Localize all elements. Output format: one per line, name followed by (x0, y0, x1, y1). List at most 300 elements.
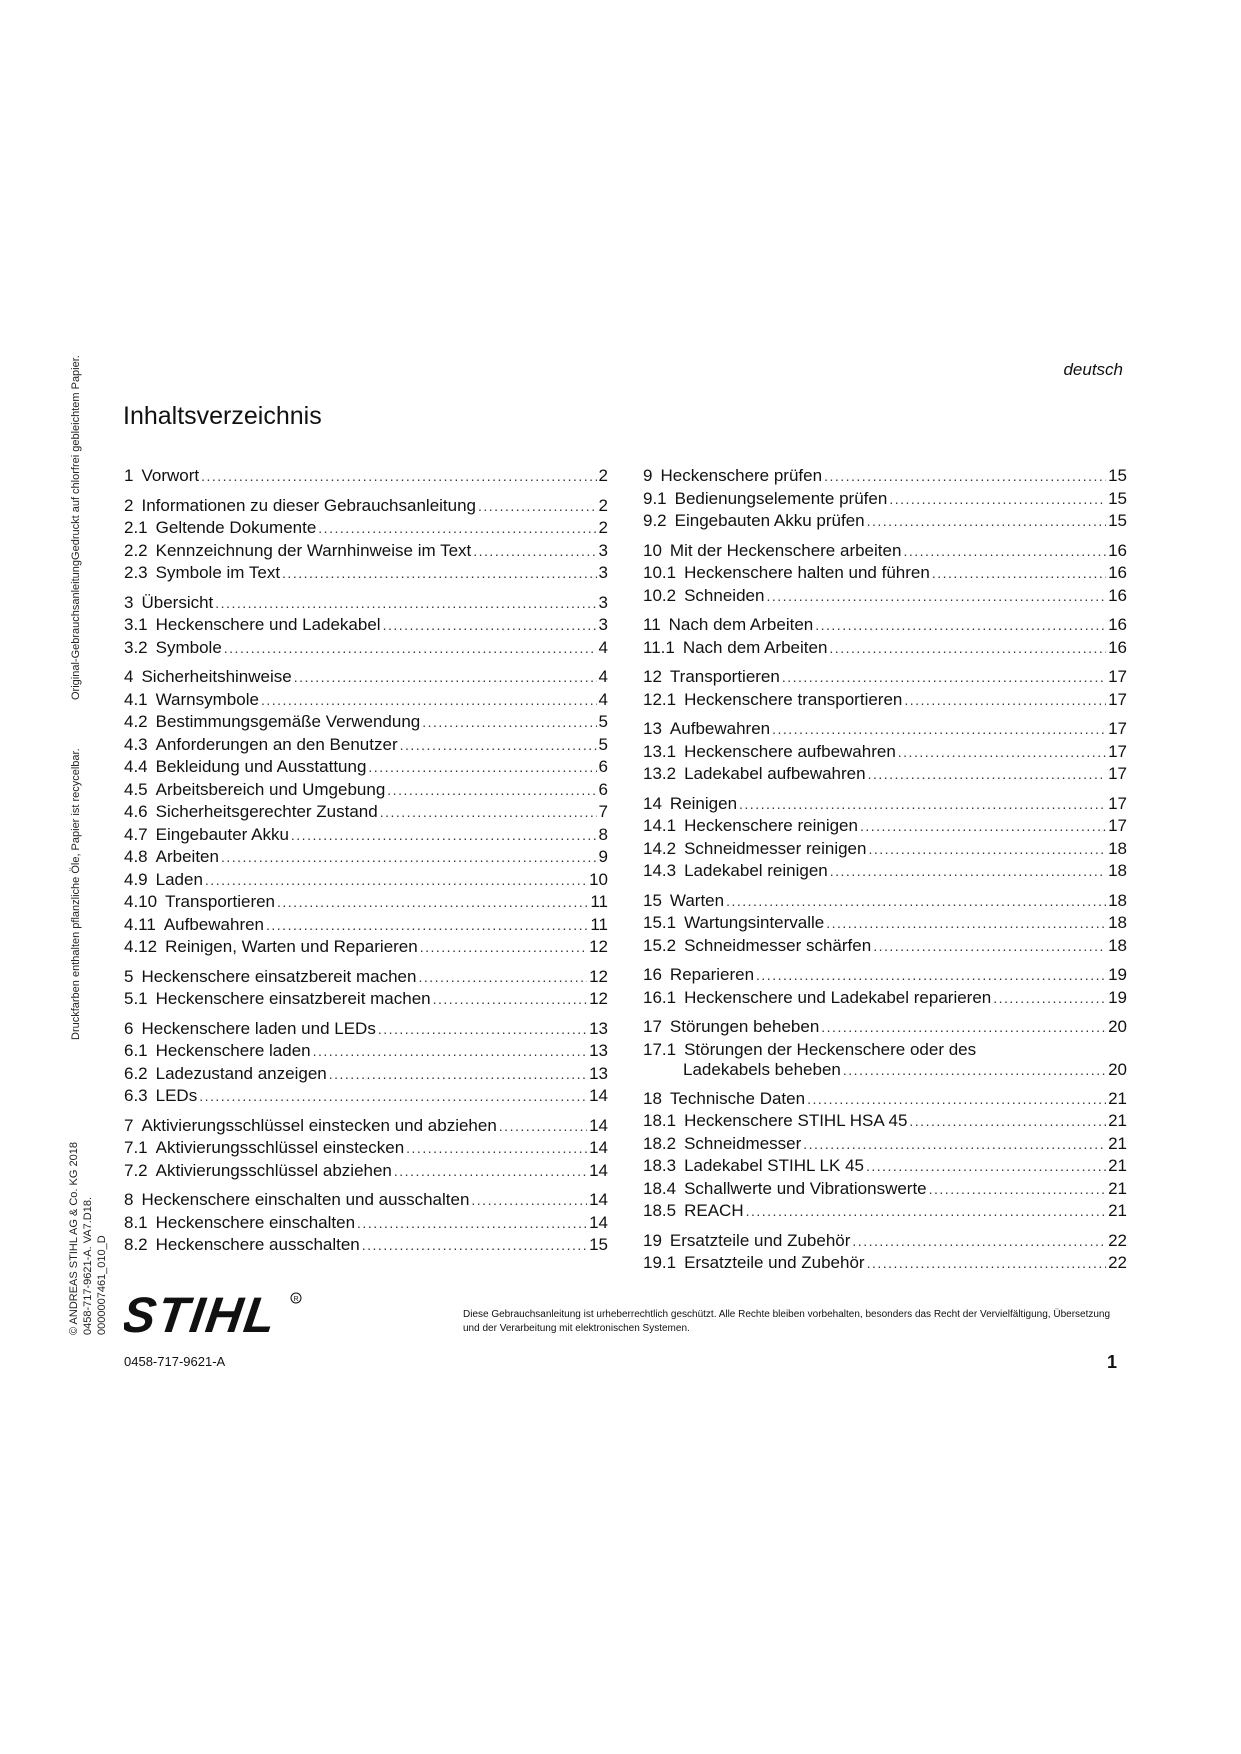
toc-entry-title: Schneidmesser (684, 1133, 802, 1153)
side-text-copyright: © ANDREAS STIHL AG & Co. KG 2018 (68, 1142, 80, 1335)
toc-entry-number: 7.1 (124, 1138, 148, 1157)
toc-entry-page: 12 (589, 989, 608, 1008)
toc-leader-dots (199, 1088, 587, 1104)
toc-entry-page: 4 (598, 637, 608, 657)
toc-entry-title: Schneidmesser reinigen (684, 838, 867, 858)
toc-entry-page: 19 (1108, 987, 1127, 1007)
toc-entry-title: Arbeitsbereich und Umgebung (155, 779, 386, 799)
toc-entry-title: Schneiden (684, 585, 765, 605)
toc-leader-dots (867, 513, 1106, 529)
toc-leader-dots (772, 721, 1106, 737)
toc-entry-page: 16 (1108, 563, 1127, 582)
toc-leader-dots (368, 759, 596, 775)
toc-entry-number: 4.10 (124, 892, 158, 911)
toc-entry[interactable] (643, 816, 1127, 839)
toc-section (643, 1089, 1127, 1224)
toc-entry-page: 13 (589, 1041, 608, 1060)
toc-entry-title: Wartungsintervalle (684, 913, 825, 932)
toc-entry-number: 17 (643, 1017, 662, 1036)
toc-entry-page: 17 (1108, 667, 1127, 686)
toc-entry[interactable] (643, 1156, 1127, 1179)
toc-entry-number: 2.1 (124, 518, 148, 537)
toc-leader-dots (378, 1021, 587, 1037)
toc-entry-number: 7 (124, 1115, 134, 1135)
toc-entry-number: 7.2 (124, 1160, 148, 1180)
toc-entry[interactable] (643, 586, 1127, 609)
toc-leader-dots (904, 692, 1106, 708)
toc-entry-page: 17 (1108, 689, 1127, 709)
toc-entry-page: 17 (1108, 719, 1127, 738)
toc-entry-title: Ersatzteile und Zubehör (684, 1253, 865, 1272)
toc-entry-page: 17 (1108, 764, 1127, 783)
toc-entry-page: 3 (598, 592, 608, 612)
toc-leader-dots (318, 520, 596, 536)
toc-entry-title: Heckenschere einsatzbereit machen (141, 966, 417, 986)
toc-entry[interactable] (643, 1017, 1127, 1040)
toc-entry[interactable] (124, 563, 608, 586)
toc-entry[interactable] (643, 913, 1127, 936)
toc-entry[interactable] (643, 1179, 1127, 1202)
toc-entry[interactable] (643, 742, 1127, 765)
toc-entry[interactable] (124, 712, 608, 735)
toc-entry-number: 6.3 (124, 1086, 148, 1105)
toc-entry-number: 10 (643, 540, 662, 560)
toc-entry-title: Heckenschere transportieren (684, 689, 903, 709)
toc-leader-dots (313, 1043, 587, 1059)
toc-entry-title: Ladekabel STIHL LK 45 (684, 1156, 864, 1175)
toc-leader-dots (357, 1215, 587, 1231)
toc-section (124, 496, 608, 586)
toc-entry-title: Heckenschere laden (155, 1041, 311, 1060)
toc-entry-title: Sicherheitsgerechter Zustand (155, 802, 378, 821)
toc-entry-page: 21 (1108, 1088, 1127, 1108)
toc-entry-title: Warten (669, 890, 725, 910)
toc-entry[interactable] (124, 1161, 608, 1184)
toc-entry-number: 3 (124, 592, 134, 612)
toc-entry-page: 16 (1108, 637, 1127, 657)
toc-leader-dots (868, 841, 1106, 857)
toc-entry[interactable] (124, 1235, 608, 1258)
toc-entry-number: 18.3 (643, 1156, 677, 1175)
toc-entry-number: 15 (643, 890, 662, 910)
toc-entry-page: 14 (589, 1115, 608, 1135)
toc-entry[interactable] (643, 1089, 1127, 1112)
toc-section (643, 1017, 1127, 1082)
toc-entry[interactable] (124, 967, 608, 990)
toc-leader-dots (221, 849, 597, 865)
toc-entry[interactable] (643, 638, 1127, 661)
toc-entry-title: Nach dem Arbeiten (668, 615, 814, 634)
toc-entry-title: Transportieren (669, 667, 780, 686)
toc-entry-title: Eingebauten Akku prüfen (674, 511, 865, 530)
toc-entry-number: 4.8 (124, 847, 148, 866)
toc-entry-title: Übersicht (141, 592, 214, 612)
toc-entry[interactable] (643, 1134, 1127, 1157)
toc-leader-dots (746, 1203, 1106, 1219)
toc-entry-page: 21 (1108, 1178, 1127, 1198)
toc-entry-page: 15 (589, 1235, 608, 1254)
toc-leader-dots (266, 917, 588, 933)
toc-entry[interactable] (124, 690, 608, 713)
toc-entry-title: Heckenschere einsatzbereit machen (155, 989, 431, 1008)
toc-entry-number: 4.4 (124, 757, 148, 776)
side-text-doc-id: 0000007461_010_D (96, 1235, 108, 1335)
toc-leader-dots (821, 1019, 1106, 1035)
toc-entry-title: Mit der Heckenschere arbeiten (669, 540, 902, 560)
toc-entry-number: 14.2 (643, 838, 677, 858)
svg-text:STIHL: STIHL (124, 1290, 281, 1338)
toc-entry-page: 14 (589, 1190, 608, 1209)
toc-leader-dots (433, 991, 587, 1007)
toc-leader-dots (826, 915, 1106, 931)
toc-entry[interactable] (643, 965, 1127, 988)
toc-entry-title: Heckenschere reinigen (684, 816, 858, 835)
toc-leader-dots (499, 1118, 587, 1134)
toc-entry-title: Symbole (155, 637, 222, 657)
legal-notice: Diese Gebrauchsanleitung ist urheberrechtlich geschützt. Alle Rechte bleiben vorbehalten, besonders das Recht der Vervielfältigung, Übersetzung und der Verarbeitung mit elektronischen Systemen. (463, 1309, 1111, 1334)
toc-leader-dots (756, 967, 1106, 983)
toc-entry-title: Störungen der Heckenschere oder des (684, 1039, 977, 1059)
side-text-doc-version: 0458-717-9621-A. VA7.D18. (82, 1197, 94, 1335)
toc-entry[interactable] (643, 667, 1127, 690)
toc-section (643, 541, 1127, 609)
toc-entry-number: 11 (643, 615, 661, 634)
toc-entry-page: 11 (590, 892, 608, 911)
toc-entry-page: 9 (598, 847, 608, 866)
toc-leader-dots (929, 1181, 1106, 1197)
toc-entry-page: 17 (1108, 741, 1127, 761)
toc-entry-number: 5.1 (124, 989, 148, 1008)
toc-section (124, 1116, 608, 1184)
toc-entry-number: 17.1 (643, 1039, 677, 1059)
side-text-ink-note: Druckfarben enthalten pflanzliche Öle, Papier ist recycelbar. (70, 748, 82, 1040)
toc-entry[interactable] (643, 839, 1127, 862)
toc-leader-dots (205, 872, 587, 888)
toc-leader-dots (889, 491, 1106, 507)
toc-entry-page: 21 (1108, 1111, 1127, 1130)
toc-leader-dots (829, 640, 1106, 656)
toc-leader-dots (418, 969, 587, 985)
toc-entry-title: Heckenschere und Ladekabel reparieren (684, 987, 992, 1007)
toc-entry[interactable] (124, 496, 608, 519)
toc-entry-page: 21 (1108, 1156, 1127, 1175)
toc-entry-title: REACH (684, 1201, 744, 1220)
toc-entry-title: Aktivierungsschlüssel einstecken und abziehen (141, 1115, 497, 1135)
toc-entry-number: 18.2 (643, 1133, 677, 1153)
toc-entry-title-continued: Ladekabels beheben (683, 1059, 841, 1079)
toc-entry-title: Kennzeichnung der Warnhinweise im Text (155, 540, 472, 560)
toc-leader-dots (380, 804, 597, 820)
toc-leader-dots (478, 498, 597, 514)
toc-entry-number: 10.1 (643, 563, 677, 582)
toc-entry-number: 1 (124, 466, 134, 485)
toc-entry-number: 4.6 (124, 802, 148, 821)
toc-leader-dots (932, 565, 1106, 581)
toc-entry-page: 3 (598, 563, 608, 582)
toc-left-column (124, 466, 608, 1265)
toc-entry-page: 22 (1108, 1253, 1127, 1272)
toc-entry-title: Heckenschere und Ladekabel (155, 615, 381, 634)
toc-leader-dots (471, 1192, 587, 1208)
toc-entry-title: Bedienungselemente prüfen (674, 488, 888, 508)
toc-entry-title: Anforderungen an den Benutzer (155, 734, 398, 754)
toc-entry[interactable] (124, 518, 608, 541)
toc-entry-page: 17 (1108, 793, 1127, 813)
toc-leader-dots (868, 766, 1107, 782)
toc-entry[interactable] (643, 936, 1127, 959)
toc-entry[interactable] (643, 764, 1127, 787)
toc-entry[interactable] (124, 802, 608, 825)
toc-entry-title: Schallwerte und Vibrationswerte (684, 1178, 927, 1198)
toc-leader-dots (815, 617, 1106, 633)
toc-entry-title: Aufbewahren (163, 914, 265, 934)
toc-entry-page: 3 (598, 540, 608, 560)
toc-right-column (643, 466, 1127, 1283)
toc-entry[interactable] (124, 667, 608, 690)
toc-entry-title: Aktivierungsschlüssel einstecken (155, 1138, 405, 1157)
toc-entry-page: 11 (590, 914, 608, 934)
toc-entry-title: Technische Daten (669, 1088, 806, 1108)
toc-leader-dots (739, 796, 1106, 812)
toc-entry-title: Vorwort (141, 466, 200, 485)
toc-section (124, 593, 608, 661)
toc-leader-dots (394, 1163, 587, 1179)
toc-entry-number: 6 (124, 1018, 134, 1038)
stihl-logo (124, 1290, 304, 1343)
toc-entry-number: 6.2 (124, 1063, 148, 1083)
toc-entry-page: 14 (589, 1212, 608, 1232)
toc-entry-title: Heckenschere halten und führen (684, 563, 930, 582)
toc-entry[interactable] (124, 1116, 608, 1139)
toc-entry[interactable] (124, 1213, 608, 1236)
toc-section (643, 965, 1127, 1010)
toc-entry[interactable] (124, 466, 608, 489)
toc-entry[interactable] (643, 563, 1127, 586)
toc-entry-page: 15 (1108, 488, 1127, 508)
toc-entry-title: Eingebauter Akku (155, 824, 289, 844)
toc-entry[interactable] (124, 1086, 608, 1109)
toc-entry-number: 4.3 (124, 734, 148, 754)
toc-leader-dots (294, 669, 597, 685)
toc-leader-dots (860, 818, 1106, 834)
toc-entry[interactable] (643, 891, 1127, 914)
toc-entry-title: Arbeiten (155, 847, 219, 866)
toc-entry[interactable] (643, 1111, 1127, 1134)
toc-entry[interactable] (643, 1040, 1127, 1082)
toc-entry-title: Heckenschere laden und LEDs (141, 1018, 376, 1038)
toc-entry-number: 6.1 (124, 1041, 148, 1060)
toc-section (643, 719, 1127, 787)
toc-entry[interactable] (124, 638, 608, 661)
toc-leader-dots (852, 1233, 1106, 1249)
toc-entry-title: Schneidmesser schärfen (684, 935, 872, 955)
toc-entry-number: 14.3 (643, 861, 677, 880)
toc-entry[interactable] (124, 937, 608, 960)
toc-entry-page: 16 (1108, 585, 1127, 605)
toc-entry-number: 8.2 (124, 1235, 148, 1254)
toc-leader-dots (387, 782, 596, 798)
toc-entry-title: Reinigen, Warten und Reparieren (165, 937, 418, 956)
toc-entry-number: 3.1 (124, 615, 148, 634)
toc-entry-number: 19.1 (643, 1253, 677, 1272)
toc-entry-number: 2.3 (124, 563, 148, 582)
toc-entry-number: 15.2 (643, 935, 677, 955)
toc-section (124, 667, 608, 960)
toc-section (643, 794, 1127, 884)
toc-entry-title: Ersatzteile und Zubehör (669, 1230, 851, 1250)
toc-leader-dots (803, 1136, 1106, 1152)
toc-entry-page: 16 (1108, 540, 1127, 560)
toc-leader-dots (873, 938, 1106, 954)
toc-leader-dots (400, 737, 597, 753)
svg-text:R: R (293, 1296, 299, 1303)
toc-section (643, 1231, 1127, 1276)
toc-entry[interactable] (643, 1201, 1127, 1224)
toc-entry[interactable] (124, 1041, 608, 1064)
toc-entry-page: 18 (1108, 935, 1127, 955)
toc-entry-number: 4.5 (124, 779, 148, 799)
toc-entry-page: 2 (598, 495, 608, 515)
toc-entry-number: 11.1 (643, 637, 675, 657)
toc-entry-title: Reinigen (669, 793, 738, 813)
toc-entry[interactable] (643, 1253, 1127, 1276)
toc-entry-title: Aufbewahren (669, 719, 771, 738)
page-title: Inhaltsverzeichnis (123, 402, 322, 430)
toc-leader-dots (824, 468, 1106, 484)
toc-leader-dots (261, 692, 597, 708)
toc-entry-number: 14 (643, 793, 662, 813)
toc-entry[interactable] (124, 615, 608, 638)
toc-entry[interactable] (643, 861, 1127, 884)
toc-entry-number: 13.1 (643, 741, 677, 761)
toc-section (124, 967, 608, 1012)
toc-leader-dots (782, 669, 1106, 685)
toc-entry-number: 16.1 (643, 987, 677, 1007)
toc-entry[interactable] (124, 915, 608, 938)
toc-entry-number: 8.1 (124, 1212, 148, 1232)
toc-leader-dots (473, 543, 596, 559)
toc-entry-page: 18 (1108, 890, 1127, 910)
toc-entry[interactable] (643, 541, 1127, 564)
toc-entry[interactable] (124, 541, 608, 564)
toc-entry[interactable] (643, 489, 1127, 512)
toc-leader-dots (993, 990, 1106, 1006)
toc-entry[interactable] (124, 1190, 608, 1213)
toc-leader-dots (282, 565, 596, 581)
toc-section (124, 1190, 608, 1258)
toc-entry-page: 7 (598, 802, 608, 821)
toc-entry-page: 15 (1108, 511, 1127, 530)
toc-leader-dots (224, 640, 597, 656)
toc-entry-title: Warnsymbole (155, 689, 259, 709)
page-number: 1 (1106, 1352, 1117, 1372)
toc-entry-page: 5 (598, 712, 608, 731)
toc-entry-page: 21 (1108, 1201, 1127, 1220)
toc-entry-number: 2 (124, 495, 134, 515)
toc-entry-page: 17 (1108, 816, 1127, 835)
toc-entry-page: 12 (589, 966, 608, 986)
toc-entry-number: 13.2 (643, 764, 677, 783)
toc-entry[interactable] (643, 690, 1127, 713)
toc-entry-number: 2.2 (124, 540, 148, 560)
toc-leader-dots (291, 827, 597, 843)
toc-entry-title: Störungen beheben (669, 1017, 820, 1036)
language-label: deutsch (1063, 360, 1123, 379)
toc-entry[interactable] (643, 466, 1127, 489)
toc-entry-number: 13 (643, 719, 662, 738)
toc-section (643, 466, 1127, 534)
toc-entry-number: 14.1 (643, 816, 677, 835)
toc-entry[interactable] (124, 892, 608, 915)
toc-entry-number: 8 (124, 1190, 134, 1209)
toc-entry-number: 3.2 (124, 637, 148, 657)
toc-entry-page: 10 (589, 869, 608, 889)
toc-entry[interactable] (643, 615, 1127, 638)
toc-entry[interactable] (124, 1064, 608, 1087)
toc-entry-number: 18.1 (643, 1111, 677, 1130)
toc-entry-title: Heckenschere ausschalten (155, 1235, 360, 1254)
toc-entry[interactable] (643, 1231, 1127, 1254)
toc-entry-number: 18 (643, 1088, 662, 1108)
toc-entry[interactable] (124, 735, 608, 758)
toc-entry[interactable] (124, 757, 608, 780)
toc-section (124, 1019, 608, 1109)
toc-entry-title: Ladekabel aufbewahren (684, 764, 866, 783)
toc-entry[interactable] (643, 988, 1127, 1011)
toc-entry[interactable] (643, 511, 1127, 534)
toc-entry-page: 16 (1108, 615, 1127, 634)
toc-entry-page: 13 (589, 1063, 608, 1083)
toc-entry[interactable] (124, 1019, 608, 1042)
toc-leader-dots (420, 939, 587, 955)
toc-entry-page: 4 (598, 667, 608, 686)
toc-entry-page: 5 (598, 734, 608, 754)
toc-entry-title: Laden (155, 869, 203, 889)
toc-entry[interactable] (124, 989, 608, 1012)
toc-entry-page: 18 (1108, 913, 1127, 932)
toc-leader-dots (383, 617, 597, 633)
toc-entry[interactable] (124, 847, 608, 870)
toc-leader-dots (362, 1237, 587, 1253)
toc-section (643, 891, 1127, 959)
toc-entry-number: 9.1 (643, 488, 667, 508)
toc-leader-dots (422, 714, 596, 730)
toc-entry[interactable] (124, 870, 608, 893)
toc-entry-number: 5 (124, 966, 134, 986)
toc-entry-title: LEDs (155, 1086, 198, 1105)
toc-leader-dots (201, 468, 596, 484)
toc-entry[interactable] (643, 794, 1127, 817)
toc-entry[interactable] (643, 719, 1127, 742)
toc-entry-page: 20 (1108, 1017, 1127, 1036)
toc-entry-page: 18 (1108, 861, 1127, 880)
toc-leader-dots (329, 1066, 587, 1082)
toc-entry[interactable] (124, 593, 608, 616)
document-number: 0458-717-9621-A (124, 1354, 226, 1369)
toc-entry-number: 16 (643, 965, 662, 984)
toc-entry-title: Reparieren (669, 965, 755, 984)
toc-entry-number: 9 (643, 466, 653, 485)
toc-entry-page: 14 (589, 1160, 608, 1180)
toc-entry-number: 4.2 (124, 712, 148, 731)
toc-entry-number: 9.2 (643, 511, 667, 530)
toc-entry-title: Transportieren (165, 892, 276, 911)
toc-entry[interactable] (124, 1138, 608, 1161)
toc-entry[interactable] (124, 780, 608, 803)
toc-entry-title: Bekleidung und Ausstattung (155, 757, 367, 776)
toc-entry[interactable] (124, 825, 608, 848)
toc-entry-number: 4 (124, 667, 134, 686)
